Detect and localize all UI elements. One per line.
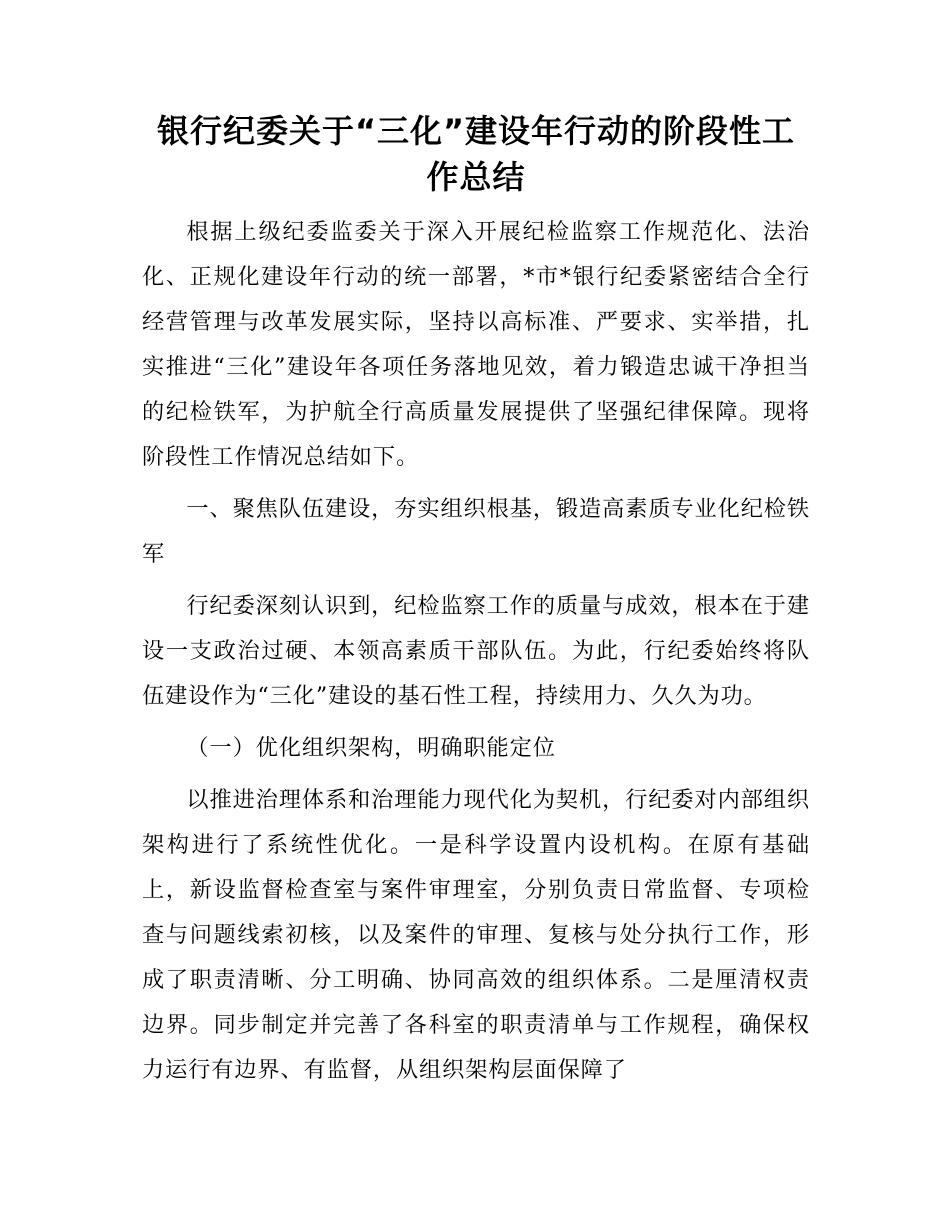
document-page — [142, 108, 810, 1100]
subsection-heading-1: （一）优化组织架构，明确职能定位 — [186, 735, 556, 761]
section-1-paragraph: 行纪委深刻认识到，纪检监察工作的质量与成效，根本在于建设一支政治过硬、本领高素质干部队伍。为此，行纪委始终将队伍建设作为“三化”建设的基石性工程，持续用力、久久为功。 — [142, 593, 810, 709]
section-heading-1: 一、聚焦队伍建设，夯实组织根基，锻造高素质专业化纪检铁军 — [142, 496, 810, 567]
subsection-1-paragraph: 以推进治理体系和治理能力现代化为契机，行纪委对内部组织架构进行了系统性优化。一是科学设置内设机构。在原有基础上，新设监督检查室与案件审理室，分别负责日常监督、专项检查与问题线索初核，以及案件的审理、复核与处分执行工作，形成了职责清晰、分工明确、协同高效的组织体系。二是厘清权责边界。同步制定并完善了各科室的职责清单与工作规程，确保权力运行有边界、有监督，从组织架构层面保障了 — [142, 787, 810, 1083]
document-title: 银行纪委关于“三化”建设年行动的阶段性工作总结 — [156, 112, 796, 196]
intro-paragraph: 根据上级纪委监委关于深入开展纪检监察工作规范化、法治化、正规化建设年行动的统一部署，*市*银行纪委紧密结合全行经营管理与改革发展实际，坚持以高标准、严要求、实举措，扎实推进“三化”建设年各项任务落地见效，着力锻造忠诚干净担当的纪检铁军，为护航全行高质量发展提供了坚强纪律保障。现将阶段性工作情况总结如下。 — [142, 219, 810, 470]
